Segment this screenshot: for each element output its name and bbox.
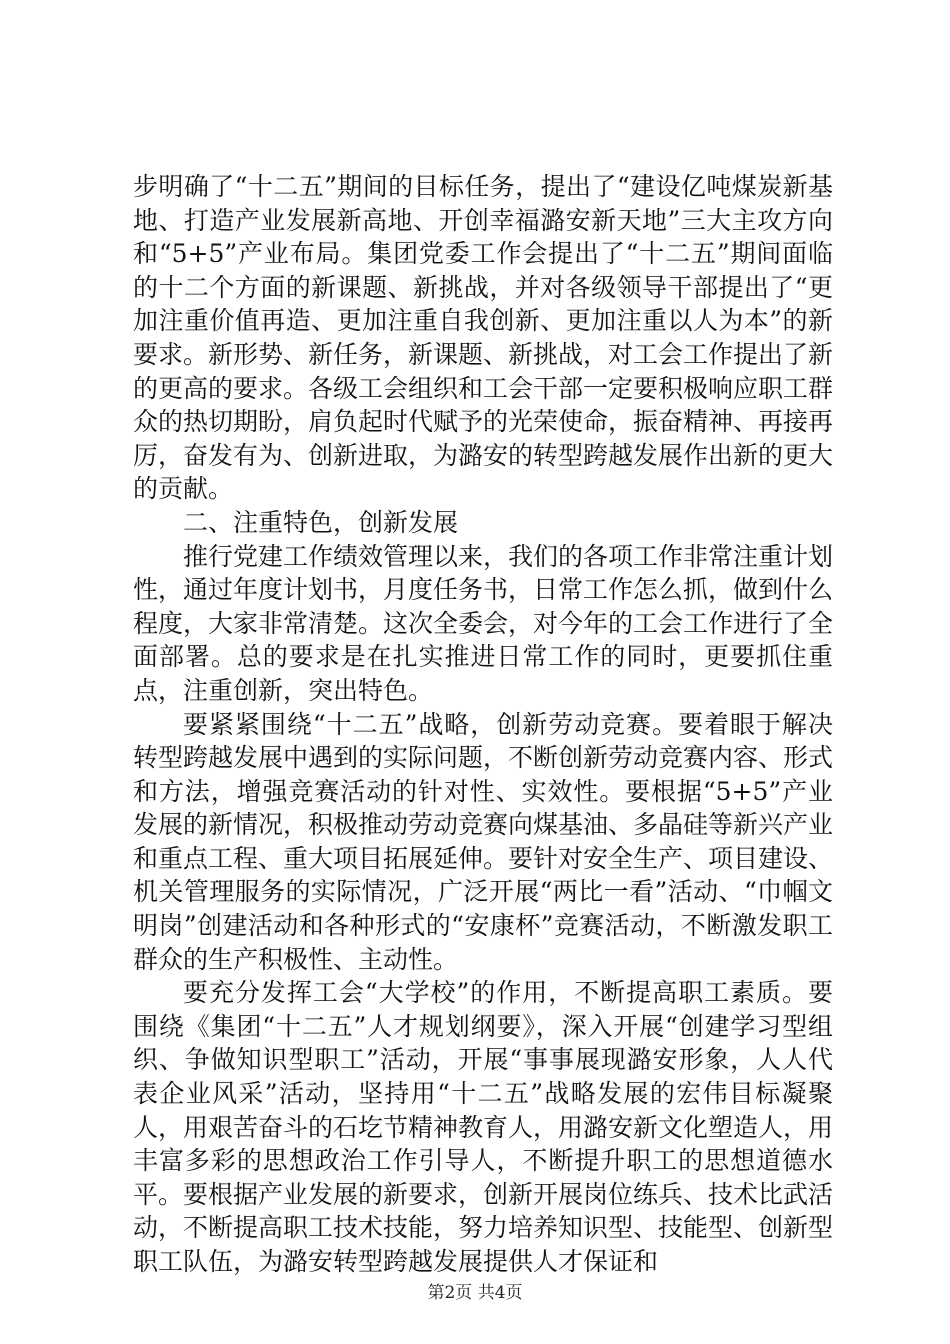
document-body	[133, 170, 833, 1279]
section-heading: 二、注重特色，创新发展	[183, 507, 459, 537]
paragraph: 推行党建工作绩效管理以来，我们的各项工作非常注重计划性，通过年度计划书，月度任务书，日常工作怎么抓，做到什么程度，大家非常清楚。这次全委会，对今年的工会工作进行了全面部署。总的要求是在扎实推进日常工作的同时，更要抓住重点，注重创新，突出特色。	[133, 541, 834, 705]
page-number: 第2页 共4页	[427, 1283, 523, 1303]
paragraph: 要紧紧围绕“十二五”战略，创新劳动竞赛。要着眼于解决转型跨越发展中遇到的实际问题，不断创新劳动竞赛内容、形式和方法，增强竞赛活动的针对性、实效性。要根据“5+5”产业发展的新情况，积极推动劳动竞赛向煤基油、多晶硅等新兴产业和重点工程、重大项目拓展延伸。要针对安全生产、项目建设、机关管理服务的实际情况，广泛开展“两比一看”活动、“巾帼文明岗”创建活动和各种形式的“安康杯”竞赛活动，不断激发职工群众的生产积极性、主动性。	[133, 709, 834, 974]
page-footer	[0, 1278, 950, 1303]
paragraph-continuation: 步明确了“十二五”期间的目标任务，提出了“建设亿吨煤炭新基地、打造产业发展新高地、开创幸福潞安新天地”三大主攻方向和“5+5”产业布局。集团党委工作会提出了“十二五”期间面临的十二个方面的新课题、新挑战，并对各级领导干部提出了“更加注重价值再造、更加注重自我创新、更加注重以人为本”的新要求。新形势、新任务，新课题、新挑战，对工会工作提出了新的更高的要求。各级工会组织和工会干部一定要积极响应职工群众的热切期盼，肩负起时代赋予的光荣使命，振奋精神、再接再厉，奋发有为、创新进取，为潞安的转型跨越发展作出新的更大的贡献。	[133, 172, 834, 504]
paragraph: 要充分发挥工会“大学校”的作用，不断提高职工素质。要围绕《集团“十二五”人才规划纲要》，深入开展“创建学习型组织、争做知识型职工”活动，开展“事事展现潞安形象，人人代表企业风采”活动，坚持用“十二五”战略发展的宏伟目标凝聚人，用艰苦奋斗的石圪节精神教育人，用潞安新文化塑造人，用丰富多彩的思想政治工作引导人，不断提升职工的思想道德水平。要根据产业发展的新要求，创新开展岗位练兵、技术比武活动，不断提高职工技术技能，努力培养知识型、技能型、创新型职工队伍，为潞安转型跨越发展提供人才保证和	[133, 978, 834, 1276]
